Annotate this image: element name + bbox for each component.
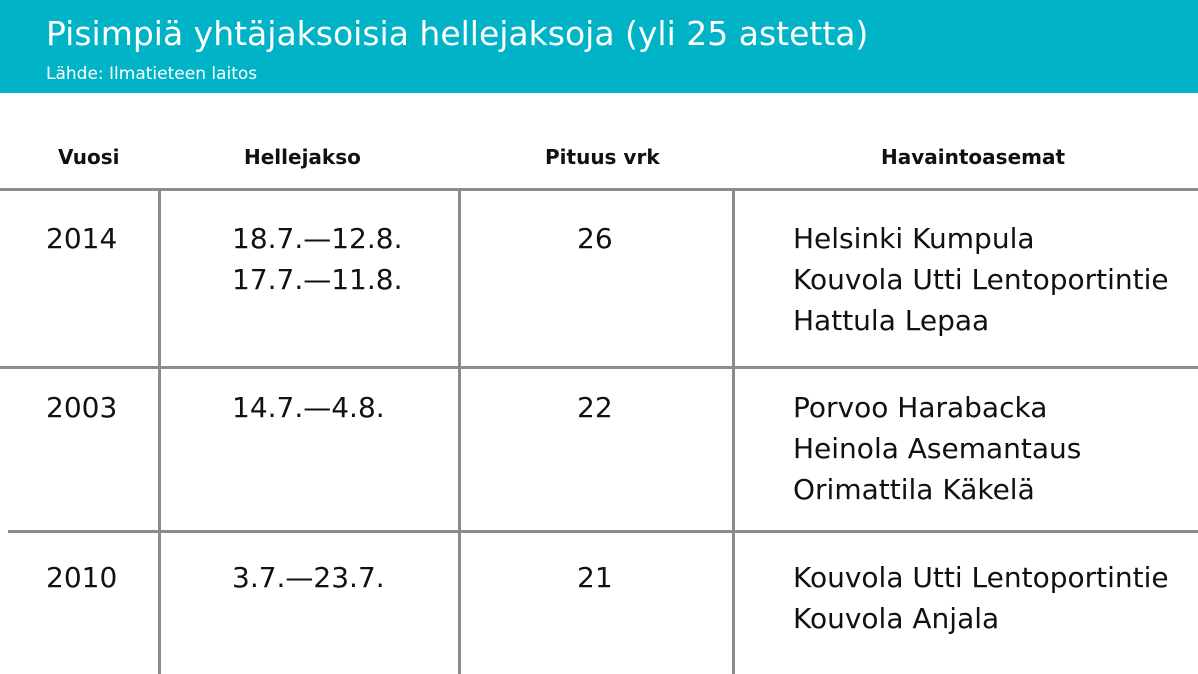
column-header-period: Hellejakso [244,145,361,169]
year-cell: 2010 [46,561,118,594]
period-text: 14.7.—4.8. [232,391,385,424]
length-cell: 26 [577,222,613,255]
chart-title: Pisimpiä yhtäjaksoisia hellejaksoja (yli 25 astetta) [46,14,869,53]
period-text: 18.7.—12.8. [232,222,403,255]
station-name: Hattula Lepaa [793,304,990,337]
station-name: Kouvola Utti Lentoportintie [793,561,1169,594]
column-header-year: Vuosi [58,145,120,169]
station-name: Kouvola Utti Lentoportintie [793,263,1169,296]
header-banner [0,0,1198,93]
column-divider [458,190,461,674]
stations-cell [793,387,1081,510]
period-cell [232,557,385,598]
station-name: Heinola Asemantaus [793,432,1082,465]
period-cell [232,387,385,428]
period-text: 3.7.—23.7. [232,561,385,594]
station-name: Porvoo Harabacka [793,391,1048,424]
column-divider [158,190,161,674]
source-note: Lähde: Ilmatieteen laitos [46,64,258,84]
stations-cell [793,557,1169,639]
column-header-stations: Havaintoasemat [881,145,1066,169]
period-cell [232,218,403,300]
stations-cell [793,218,1169,341]
length-cell: 22 [577,391,613,424]
row-divider [8,530,1198,533]
station-name: Orimattila Käkelä [793,473,1035,506]
header-divider [0,188,1198,191]
column-header-length: Pituus vrk [545,145,660,169]
period-text: 17.7.—11.8. [232,263,403,296]
station-name: Helsinki Kumpula [793,222,1035,255]
row-divider [0,366,1198,369]
length-cell: 21 [577,561,613,594]
station-name: Kouvola Anjala [793,602,1000,635]
year-cell: 2003 [46,391,118,424]
column-divider [732,190,735,674]
year-cell: 2014 [46,222,118,255]
